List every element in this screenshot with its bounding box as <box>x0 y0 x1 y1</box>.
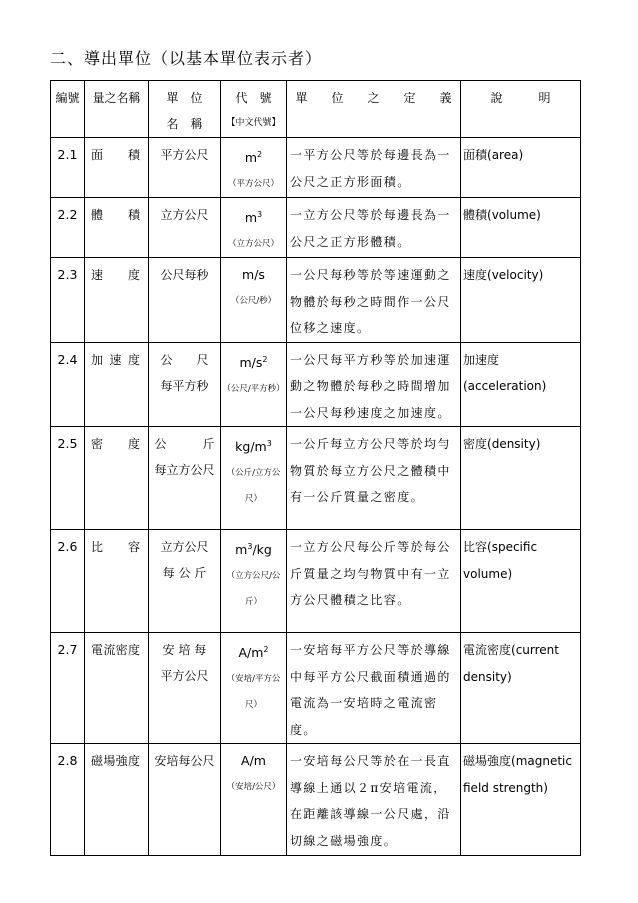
unit-description: 密度(density) <box>461 427 581 530</box>
unit-code <box>221 258 287 343</box>
quantity-name: 磁場強度 <box>85 744 149 856</box>
table-row <box>51 342 581 427</box>
table-row <box>51 258 581 343</box>
table-row <box>51 427 581 530</box>
quantity-name: 加速度 <box>85 342 149 427</box>
unit-name: 立方公尺 <box>149 198 221 258</box>
header-no: 編號 <box>51 81 85 138</box>
unit-symbol: $kg/m^3$ <box>235 439 272 455</box>
unit-name: 立方公尺 每 公 斤 <box>149 530 221 633</box>
unit-symbol: $m^3/kg$ <box>235 542 272 558</box>
unit-description: 速度(velocity) <box>461 258 581 343</box>
unit-code-chinese: （安培/平方公尺） <box>226 674 281 711</box>
quantity-name: 電流密度 <box>85 633 149 744</box>
unit-description: 體積(volume) <box>461 198 581 258</box>
row-number: 2.6 <box>51 530 85 633</box>
table-row <box>51 138 581 198</box>
row-number: 2.8 <box>51 744 85 856</box>
row-number: 2.1 <box>51 138 85 198</box>
unit-code-chinese: （立方公尺） <box>227 239 279 250</box>
unit-symbol: $m^2$ <box>244 150 263 166</box>
unit-code <box>221 744 287 856</box>
derived-units-table <box>50 80 581 856</box>
unit-definition: 一公尺每秒等於等速運動之物體於每秒之時間作一公尺位移之速度。 <box>287 258 461 343</box>
unit-name: 公尺每秒 <box>149 258 221 343</box>
row-number: 2.7 <box>51 633 85 744</box>
unit-code <box>221 633 287 744</box>
unit-definition: 一立方公尺等於每邊長為一公尺之正方形體積。 <box>287 198 461 258</box>
unit-definition: 一公尺每平方秒等於加速運動之物體於每秒之時間增加一公尺每秒速度之加速度。 <box>287 342 461 427</box>
unit-code <box>221 427 287 530</box>
table-row <box>51 744 581 856</box>
unit-symbol: A/m <box>241 753 266 769</box>
unit-symbol: $m/s^2$ <box>239 354 268 370</box>
header-unit-name: 單 位 名 稱 <box>149 81 221 138</box>
quantity-name: 速度 <box>85 258 149 343</box>
unit-code-chinese: （公尺/平方秒） <box>222 383 285 394</box>
unit-code-chinese: （公斤/立方公尺） <box>226 468 281 505</box>
unit-description: 磁場強度(magnetic field strength) <box>461 744 581 856</box>
unit-name: 安培每公尺 <box>149 744 221 856</box>
unit-code-chinese: （立方公尺/公斤） <box>226 571 281 608</box>
header-code: 代 號 【中文代號】 <box>221 81 287 138</box>
quantity-name: 體積 <box>85 198 149 258</box>
header-definition: 單 位 之 定 義 <box>287 81 461 138</box>
quantity-name: 比容 <box>85 530 149 633</box>
unit-description: 比容(specific volume) <box>461 530 581 633</box>
unit-name: 安 培 每 平方公尺 <box>149 633 221 744</box>
unit-definition: 一公斤每立方公尺等於均勻物質於每立方公尺之體積中有一公斤質量之密度。 <box>287 427 461 530</box>
unit-name: 平方公尺 <box>149 138 221 198</box>
quantity-name: 面積 <box>85 138 149 198</box>
table-header-row <box>51 81 581 138</box>
unit-definition: 一安培每平方公尺等於導線中每平方公尺截面積通過的電流為一安培時之電流密度。 <box>287 633 461 744</box>
unit-code-chinese: （安培/公尺） <box>226 782 281 793</box>
quantity-name: 密度 <box>85 427 149 530</box>
unit-name: 公 斤 每立方公尺 <box>149 427 221 530</box>
unit-description: 面積(area) <box>461 138 581 198</box>
table-row <box>51 633 581 744</box>
unit-code <box>221 138 287 198</box>
unit-symbol: m/s <box>242 267 265 283</box>
unit-symbol: $m^3$ <box>244 210 263 226</box>
unit-code <box>221 342 287 427</box>
row-number: 2.5 <box>51 427 85 530</box>
table-row <box>51 530 581 633</box>
unit-definition: 一立方公尺每公斤等於每公斤質量之均勻物質中有一立方公尺體積之比容。 <box>287 530 461 633</box>
row-number: 2.3 <box>51 258 85 343</box>
unit-description: 加速度(acceleration) <box>461 342 581 427</box>
page-title: 二、導出單位（以基本單位表示者） <box>50 49 323 68</box>
header-description: 說 明 <box>461 81 581 138</box>
header-quantity: 量之名稱 <box>85 81 149 138</box>
unit-code-chinese: （平方公尺） <box>227 179 279 190</box>
unit-definition: 一平方公尺等於每邊長為一公尺之正方形面積。 <box>287 138 461 198</box>
unit-code <box>221 530 287 633</box>
unit-name: 公 尺 每平方秒 <box>149 342 221 427</box>
table-row <box>51 198 581 258</box>
unit-definition: 一安培每公尺等於在一長直導線上通以２π安培電流，在距離該導線一公尺處，沿切線之磁場強度。 <box>287 744 461 856</box>
unit-code <box>221 198 287 258</box>
unit-description: 電流密度(current density) <box>461 633 581 744</box>
row-number: 2.4 <box>51 342 85 427</box>
unit-code-chinese: （公尺/秒） <box>230 296 277 307</box>
row-number: 2.2 <box>51 198 85 258</box>
unit-symbol: $A/m^2$ <box>238 645 269 661</box>
